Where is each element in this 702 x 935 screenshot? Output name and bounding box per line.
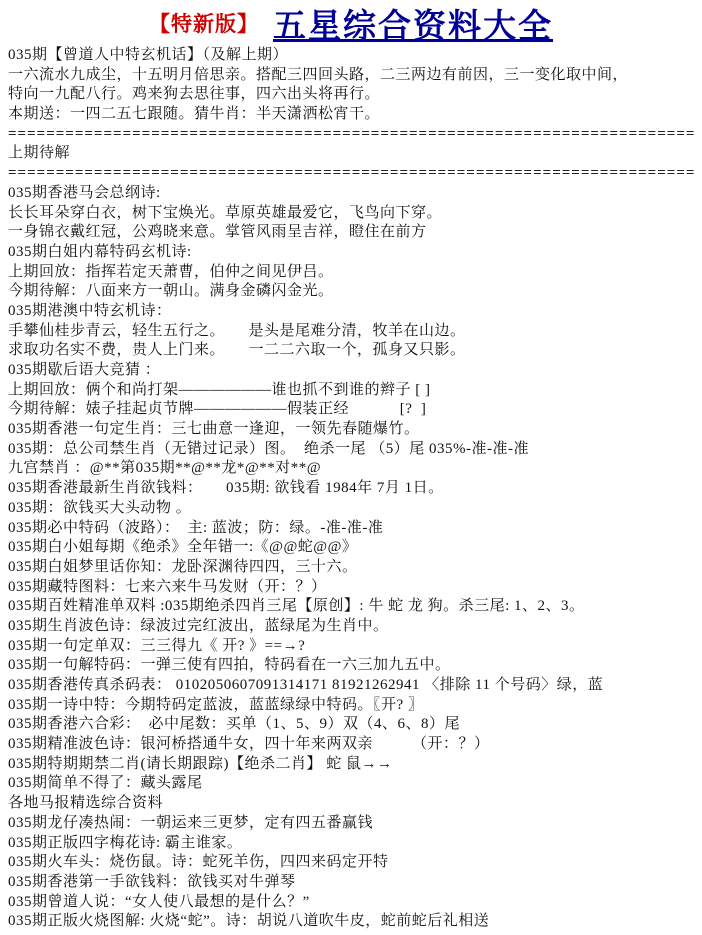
separator-line: ======================================================================== (8, 165, 696, 182)
text-line: 035期：总公司禁生肖（无错过记录）图。 绝杀一尾 （5）尾 035%-准-准-准 (8, 440, 529, 457)
text-line: 上期待解 (8, 145, 71, 162)
separator-line: ======================================================================== (8, 125, 696, 142)
text-line: 035期一句解特码：一弹三使有四拍，特码看在一六三加九五中。 (8, 657, 451, 674)
text-line: 035期生肖波色诗：绿波过完红波出，蓝绿尾为生肖中。 (8, 617, 389, 634)
text-line: 035期香港最新生肖欲钱料： 035期: 欲钱看 1984年 7月 1日。 (8, 480, 444, 497)
text-line: 035期特期期禁二肖(请长期跟踪)【绝杀二肖】 蛇 鼠→→ (8, 755, 393, 772)
text-line: 特向一九配八行。鸡来狗去思往事，四六出头将再行。 (8, 86, 381, 103)
text-line: 035期一句定单双：三三得九《 开? 》==→? (8, 637, 306, 654)
text-line: 035期龙仔凑热闹：一朝运来三更梦，定有四五番赢钱 (8, 814, 374, 831)
text-line: 求取功名实不费，贵人上门来。 一二二六取一个，孤身又只影。 (8, 342, 466, 359)
text-line: 本期送：一四二五七跟随。猜牛肖：半天潇洒松宵干。 (8, 106, 381, 123)
text-line: 035期简单不得了：藏头露尾 (8, 775, 203, 792)
text-line: 035期歇后语大竞猜 ： (8, 362, 161, 378)
text-line: 035期香港一句定生肖：三七曲意一逢迎，一领先春随爆竹。 (8, 421, 420, 438)
text-line: 035期正版四字梅花诗: 霸主谁家。 (8, 834, 243, 851)
text-line: 一身锦衣戴红冠，公鸡晓来意。掌管风雨呈吉祥，瞪住在前方 (8, 224, 427, 241)
text-line: 035期港澳中特玄机诗： (8, 302, 172, 319)
content-lines (0, 44, 702, 932)
text-line: 各地马报精选综合资料 (8, 795, 164, 812)
text-line: 035期一诗中特：今期特码定蓝波，蓝蓝绿绿中特码。〖开? 〗 (8, 696, 424, 713)
text-line: 035期：欲钱买大头动物 。 (8, 499, 192, 516)
text-line: 035期正版火烧图解: 火烧“蛇”。诗：胡说八道吹牛皮，蛇前蛇后礼相送 (8, 913, 490, 930)
page-title-link[interactable]: 五星综合资料大全 (273, 8, 553, 45)
text-line: 035期曾道人说：“女人使八最想的是什么？” (8, 893, 310, 910)
text-line: 上期回放：俩个和尚打架——————谁也抓不到谁的辫子 [ ] (8, 381, 431, 398)
text-line: 035期火车头：烧伤鼠。诗：蛇死羊伤，四四来码定开特 (8, 854, 389, 871)
text-line: 035期香港传真杀码表： 0102050607091314171 81921262941 〈排除 11 个号码〉绿，蓝 (8, 677, 604, 693)
text-line: 035期白小姐每期《绝杀》全年错一:《@@蛇@@》 (8, 539, 358, 556)
edition-badge: 【特新版】 (149, 12, 259, 36)
text-line: 035期藏特图料：七来六来牛马发财（开：？） (8, 578, 327, 595)
text-line: 九宫禁肖 ：@**第035期**@**龙*@**对**@ (8, 460, 322, 477)
text-line: 今期待解：八面来方一朝山。满身金磷闪金光。 (8, 283, 334, 300)
text-line: 上期回放：指挥若定天萧曹，伯仲之间见伊吕。 (8, 263, 334, 280)
text-line: 今期待解：婊子挂起贞节牌——————假装正经 [? ] (8, 401, 427, 418)
text-line: 035期必中特码（波路）： 主: 蓝波；防：绿。-准-准-准 (8, 519, 384, 536)
text-line: 035期白姐内幕特码玄机诗: (8, 243, 192, 260)
text-line: 035期白姐梦里话你知：龙卧深渊待四四，三十六。 (8, 558, 358, 575)
text-line: 035期香港第一手欲钱料：欲钱买对牛弹琴 (8, 873, 296, 890)
text-line: 一六流水九成尘，十五明月倍思亲。搭配三四回头路，二三两边有前因，三一变化取中间， (8, 66, 629, 83)
page-header (0, 0, 702, 44)
text-line: 035期精准波色诗：银河桥搭通牛女，四十年来两双亲 （开：？） (8, 736, 490, 753)
text-line: 手攀仙桂步青云，轻生五行之。 是头是尾难分清，牧羊在山边。 (8, 322, 466, 339)
text-line: 035期香港马会总纲诗: (8, 184, 161, 201)
text-line: 长长耳朵穿白衣，树下宝焕光。草原英雄最爱它，飞鸟向下穿。 (8, 204, 443, 221)
text-line: 035期香港六合彩： 必中尾数：买单（1、5、9）双（4、6、8）尾 (8, 716, 461, 733)
text-line: 035期【曾道人中特玄机话】（及解上期） (8, 47, 289, 63)
text-line: 035期百姓精准单双料 :035期绝杀四肖三尾【原创】: 牛 蛇 龙 狗。杀三尾: 1、2、3。 (8, 598, 585, 615)
